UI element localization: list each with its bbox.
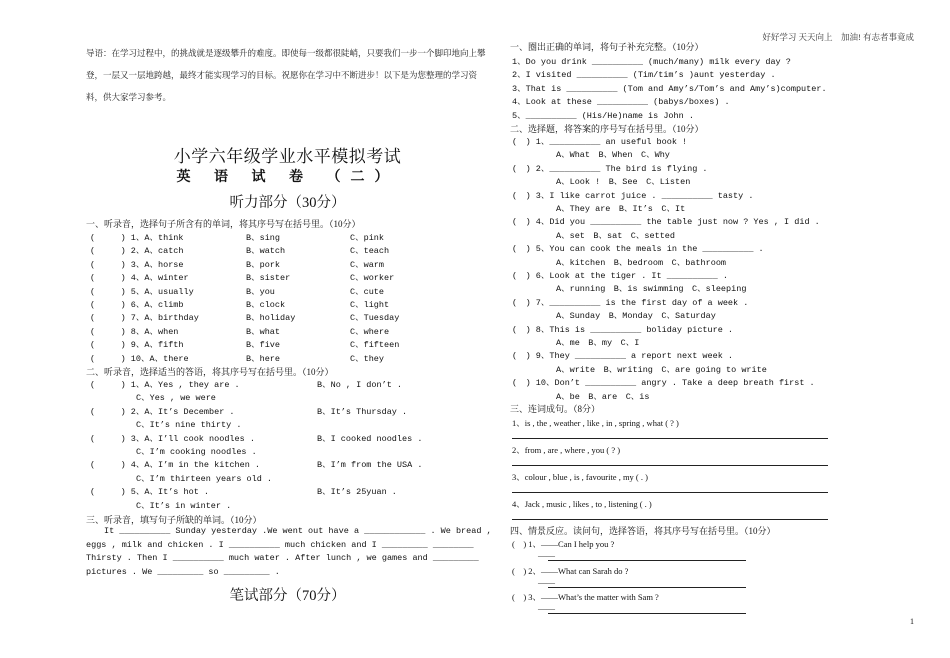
listening-part1-option-c: C、they bbox=[350, 353, 385, 364]
writing-part2-title: 二、选择题，将答案的序号写在括号里。（10分） bbox=[510, 124, 704, 134]
listening-part1-option-c: C、Tuesday bbox=[350, 313, 400, 324]
writing-part1-item: 3、That is __________ (Tom and Amy’s/Tom’s and Amy’s)computer. bbox=[512, 83, 827, 94]
listening-part1-option-c: C、cute bbox=[350, 286, 385, 297]
writing-part1-title: 一、圈出正确的单词，将句子补充完整。（10分） bbox=[510, 42, 704, 52]
listening-part2-option-b: B、I’m from the USA . bbox=[317, 460, 423, 471]
listening-part1-item: ( ) 9、A、fifth bbox=[90, 340, 184, 351]
listening-part1-item: ( ) 4、A、winter bbox=[90, 273, 189, 284]
listening-part1-option-b: B、here bbox=[246, 353, 281, 364]
writing-part2-options: A、me B、my C、I bbox=[556, 338, 640, 348]
listening-part2-option-c: C、I’m cooking noodles . bbox=[136, 447, 257, 457]
listening-part2-option-c: C、Yes , we were bbox=[136, 393, 216, 404]
listening-part2-option-c: C、I’m thirteen years old . bbox=[136, 473, 273, 484]
listening-part1-option-b: B、holiday bbox=[246, 313, 296, 324]
writing-part2-options: A、Look ! B、See C、Listen bbox=[556, 177, 691, 188]
writing-part2-options: A、be B、are C、is bbox=[556, 391, 650, 402]
listening-part1-item: ( ) 10、A、there bbox=[90, 353, 189, 364]
writing-part2-question: ( ) 9、They __________ a report next week . bbox=[512, 351, 734, 362]
writing-part3-title: 三、连词成句。（8分） bbox=[510, 404, 601, 414]
listening-part1-item: ( ) 8、A、when bbox=[90, 326, 179, 337]
listening-part1-item: ( ) 7、A、birthday bbox=[90, 313, 199, 324]
writing-part3-item: 4、Jack , music , likes , to , listening ( . ) bbox=[512, 499, 652, 509]
writing-part2-options: A、running B、is swimming C、sleeping bbox=[556, 284, 747, 295]
listening-part1-option-c: C、worker bbox=[350, 273, 395, 284]
writing-part4-answer-line[interactable] bbox=[548, 587, 746, 588]
writing-part2-options: A、They are B、It’s C、It bbox=[556, 204, 686, 214]
page-number: 1 bbox=[910, 617, 914, 626]
writing-part1-item: 4、Look at these __________ (babys/boxes) . bbox=[512, 97, 730, 108]
listening-part2-item: ( ) 5、A、It’s hot . bbox=[90, 487, 210, 498]
listening-part3-title: 三、听录音，填写句子所缺的单词。（10分） bbox=[86, 515, 262, 525]
writing-part2-question: ( ) 10、Don’t __________ angry . Take a deep breath first . bbox=[512, 378, 815, 389]
listening-part1-item: ( ) 6、A、climb bbox=[90, 300, 184, 310]
listening-part1-option-b: B、five bbox=[246, 340, 281, 351]
listening-part1-option-b: B、sister bbox=[246, 273, 291, 284]
exam-subtitle: 英 语 试 卷 （二） bbox=[176, 170, 399, 185]
writing-part3-answer-line[interactable] bbox=[512, 492, 828, 493]
listening-part1-option-b: B、clock bbox=[246, 300, 286, 310]
writing-part1-item: 2、I visited __________ (Tim/tim’s )aunt yesterday . bbox=[512, 70, 776, 81]
listening-part2-item: ( ) 2、A、It’s December . bbox=[90, 406, 235, 417]
writing-section-title: 笔试部分（70分） bbox=[229, 588, 346, 604]
writing-part2-options: A、kitchen B、bedroom C、bathroom bbox=[556, 257, 727, 268]
writing-part2-options: A、Sunday B、Monday C、Saturday bbox=[556, 311, 716, 322]
listening-part2-option-c: C、It’s nine thirty . bbox=[136, 420, 242, 431]
listening-part1-option-c: C、pink bbox=[350, 233, 385, 243]
writing-part4-answer-prefix: —— bbox=[538, 603, 555, 613]
listening-part1-item: ( ) 3、A、horse bbox=[90, 259, 184, 270]
writing-part3-answer-line[interactable] bbox=[512, 438, 828, 439]
header-note: 好好学习 天天向上 加油! 有志者事竟成 bbox=[762, 32, 914, 42]
listening-part2-title: 二、听录音，选择适当的答语，将其序号写在括号里。（10分） bbox=[86, 367, 334, 377]
intro-paragraph: 导语：在学习过程中，的挑战就是逐级攀升的难度。即使每一级都很陡峭，只要我们一步一个脚印地向上攀登，一层又一层地跨越，最终才能实现学习的目标。祝愿你在学习中不断进步！以下是为您整理的学习资料，供大家学习参考。 bbox=[86, 48, 486, 102]
writing-part3-item: 1、is , the , weather , like , in , spring , what ( ? ) bbox=[512, 418, 679, 428]
writing-part2-question: ( ) 3、I like carrot juice . __________ tasty . bbox=[512, 190, 754, 201]
writing-part2-options: A、set B、sat C、setted bbox=[556, 230, 676, 241]
writing-part2-options: A、write B、writing C、are going to write bbox=[556, 364, 767, 375]
listening-part1-option-b: B、you bbox=[246, 286, 275, 297]
listening-part1-option-c: C、light bbox=[350, 300, 390, 310]
exam-title: 小学六年级学业水平模拟考试 bbox=[173, 147, 402, 166]
writing-part2-question: ( ) 5、You can cook the meals in the __________ . bbox=[512, 244, 764, 255]
listening-part1-option-c: C、warm bbox=[350, 259, 385, 270]
writing-part3-item: 3、colour , blue , is , favourite , my ( . ) bbox=[512, 472, 648, 482]
writing-part3-answer-line[interactable] bbox=[512, 465, 828, 466]
writing-part2-question: ( ) 4、Did you __________ the table just now ? Yes , I did . bbox=[512, 217, 820, 228]
writing-part4-question: ( ) 1、——Can I help you ? bbox=[512, 539, 615, 549]
listening-part1-option-b: B、sing bbox=[246, 233, 281, 243]
writing-part1-item: 5、__________ (His/He)name is John . bbox=[512, 110, 694, 121]
listening-part2-option-b: B、It’s 25yuan . bbox=[317, 487, 397, 498]
listening-part2-item: ( ) 3、A、I’ll cook noodles . bbox=[90, 433, 255, 444]
listening-part1-item: ( ) 1、A、think bbox=[90, 233, 184, 243]
writing-part1-item: 1、Do you drink __________ (much/many) milk every day ? bbox=[512, 57, 791, 67]
writing-part2-question: ( ) 2、__________ The bird is flying . bbox=[512, 163, 708, 174]
listening-part1-item: ( ) 2、A、catch bbox=[90, 246, 184, 257]
writing-part2-question: ( ) 6、Look at the tiger . It __________ . bbox=[512, 271, 728, 281]
listening-part2-item: ( ) 4、A、I’m in the kitchen . bbox=[90, 460, 261, 471]
listening-part1-option-c: C、where bbox=[350, 326, 390, 337]
writing-part4-question: ( ) 2、——What can Sarah do ? bbox=[512, 565, 629, 576]
listening-part2-option-b: B、I cooked noodles . bbox=[317, 433, 423, 444]
writing-part4-title: 四、情景反应。读问句，选择答语，将其序号写在括号里。（10分） bbox=[510, 526, 776, 536]
listening-part2-option-c: C、It’s in winter . bbox=[136, 500, 232, 511]
listening-part2-option-b: B、No , I don’t . bbox=[317, 380, 403, 390]
listening-part1-option-c: C、teach bbox=[350, 246, 390, 257]
listening-part2-option-b: B、It’s Thursday . bbox=[317, 406, 408, 417]
listening-part1-option-b: B、pork bbox=[246, 259, 281, 270]
listening-section-title: 听力部分（30分） bbox=[229, 195, 346, 211]
listening-part1-option-b: B、watch bbox=[246, 246, 286, 257]
listening-part2-item: ( ) 1、A、Yes , they are . bbox=[90, 380, 240, 390]
writing-part4-question: ( ) 3、——What’s the matter with Sam ? bbox=[512, 592, 659, 602]
listening-part1-title: 一、听录音，选择句子所含有的单词，将其序号写在括号里。（10分） bbox=[86, 219, 361, 229]
writing-part2-question: ( ) 7、__________ is the first day of a week . bbox=[512, 297, 749, 308]
listening-part3-text: It __________ Sunday yesterday .We went out have a ____________ . We bread , eggs , milk and chicken . I __________ much chicken and I _________ ________ Thirsty . Then I __________ much water . After lunch , we games and _________ pictures . We _________ so _________ . bbox=[86, 526, 492, 577]
listening-part1-option-b: B、what bbox=[246, 326, 281, 337]
writing-part4-answer-line[interactable] bbox=[548, 613, 746, 614]
writing-part2-question: ( ) 1、__________ an useful book ! bbox=[512, 137, 688, 147]
listening-part1-option-c: C、fifteen bbox=[350, 340, 400, 351]
writing-part3-answer-line[interactable] bbox=[512, 519, 828, 520]
writing-part4-answer-prefix: —— bbox=[538, 550, 555, 560]
writing-part4-answer-prefix: —— bbox=[538, 576, 555, 587]
writing-part2-options: A、What B、When C、Why bbox=[556, 150, 670, 161]
writing-part4-answer-line[interactable] bbox=[548, 560, 746, 561]
writing-part3-item: 2、from , are , where , you ( ? ) bbox=[512, 445, 621, 455]
writing-part2-question: ( ) 8、This is __________ boliday picture . bbox=[512, 324, 734, 335]
listening-part1-item: ( ) 5、A、usually bbox=[90, 286, 194, 297]
